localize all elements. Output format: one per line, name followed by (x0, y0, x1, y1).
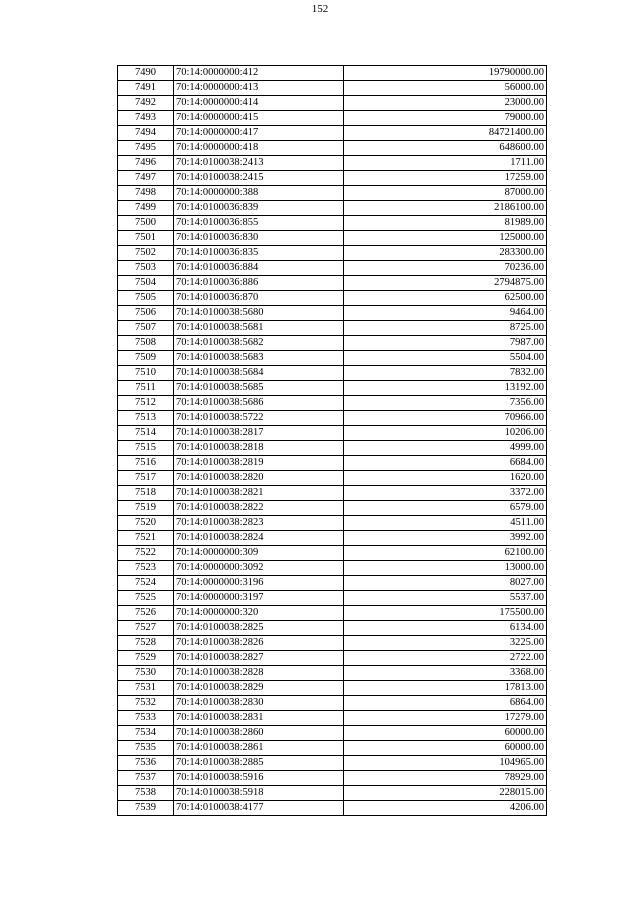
value-cell: 62500.00 (344, 291, 547, 306)
table-row (118, 291, 547, 306)
row-number-cell: 7509 (118, 351, 174, 366)
row-number-cell: 7500 (118, 216, 174, 231)
table-row (118, 186, 547, 201)
row-number-cell: 7532 (118, 696, 174, 711)
row-number-cell: 7530 (118, 666, 174, 681)
row-number-cell: 7519 (118, 501, 174, 516)
value-cell: 6579.00 (344, 501, 547, 516)
value-cell: 56000.00 (344, 81, 547, 96)
cadastral-number-cell: 70:14:0000000:412 (174, 66, 344, 81)
cadastral-number-cell: 70:14:0100038:2415 (174, 171, 344, 186)
value-cell: 1620.00 (344, 471, 547, 486)
value-cell: 228015.00 (344, 786, 547, 801)
value-cell: 17279.00 (344, 711, 547, 726)
cadastral-number-cell: 70:14:0100038:2818 (174, 441, 344, 456)
row-number-cell: 7497 (118, 171, 174, 186)
row-number-cell: 7533 (118, 711, 174, 726)
cadastral-number-cell: 70:14:0100038:5918 (174, 786, 344, 801)
cadastral-number-cell: 70:14:0100038:5685 (174, 381, 344, 396)
row-number-cell: 7534 (118, 726, 174, 741)
cadastral-number-cell: 70:14:0100038:2831 (174, 711, 344, 726)
cadastral-number-cell: 70:14:0100036:855 (174, 216, 344, 231)
value-cell: 6134.00 (344, 621, 547, 636)
row-number-cell: 7527 (118, 621, 174, 636)
table-row (118, 741, 547, 756)
value-cell: 5537.00 (344, 591, 547, 606)
table-row (118, 336, 547, 351)
table-row (118, 636, 547, 651)
table-row (118, 261, 547, 276)
value-cell: 7832.00 (344, 366, 547, 381)
cadastral-number-cell: 70:14:0100036:835 (174, 246, 344, 261)
row-number-cell: 7523 (118, 561, 174, 576)
cadastral-number-cell: 70:14:0100038:2821 (174, 486, 344, 501)
value-cell: 19790000.00 (344, 66, 547, 81)
table-row (118, 441, 547, 456)
row-number-cell: 7518 (118, 486, 174, 501)
cadastral-number-cell: 70:14:0100038:2817 (174, 426, 344, 441)
table-row (118, 591, 547, 606)
table-row (118, 231, 547, 246)
cadastral-number-cell: 70:14:0100038:5686 (174, 396, 344, 411)
row-number-cell: 7506 (118, 306, 174, 321)
row-number-cell: 7535 (118, 741, 174, 756)
cadastral-number-cell: 70:14:0000000:309 (174, 546, 344, 561)
table-row (118, 786, 547, 801)
cadastral-number-cell: 70:14:0000000:3197 (174, 591, 344, 606)
table-row (118, 621, 547, 636)
row-number-cell: 7521 (118, 531, 174, 546)
cadastral-number-cell: 70:14:0100038:2825 (174, 621, 344, 636)
row-number-cell: 7496 (118, 156, 174, 171)
value-cell: 3225.00 (344, 636, 547, 651)
cadastral-number-cell: 70:14:0100038:5916 (174, 771, 344, 786)
row-number-cell: 7537 (118, 771, 174, 786)
row-number-cell: 7494 (118, 126, 174, 141)
cadastral-number-cell: 70:14:0100038:2828 (174, 666, 344, 681)
cadastral-number-cell: 70:14:0100038:5684 (174, 366, 344, 381)
value-cell: 283300.00 (344, 246, 547, 261)
value-cell: 7356.00 (344, 396, 547, 411)
value-cell: 17259.00 (344, 171, 547, 186)
cadastral-number-cell: 70:14:0100038:2823 (174, 516, 344, 531)
cadastral-number-cell: 70:14:0100036:839 (174, 201, 344, 216)
row-number-cell: 7511 (118, 381, 174, 396)
page-number: 152 (311, 3, 329, 15)
value-cell: 23000.00 (344, 96, 547, 111)
cadastral-number-cell: 70:14:0000000:418 (174, 141, 344, 156)
table-row (118, 201, 547, 216)
value-cell: 79000.00 (344, 111, 547, 126)
value-cell: 4511.00 (344, 516, 547, 531)
cadastral-number-cell: 70:14:0000000:413 (174, 81, 344, 96)
cadastral-number-cell: 70:14:0000000:414 (174, 96, 344, 111)
table-row (118, 156, 547, 171)
cadastral-number-cell: 70:14:0100038:5681 (174, 321, 344, 336)
cadastral-number-cell: 70:14:0100038:2829 (174, 681, 344, 696)
row-number-cell: 7499 (118, 201, 174, 216)
cadastral-number-cell: 70:14:0100038:2826 (174, 636, 344, 651)
value-cell: 9464.00 (344, 306, 547, 321)
value-cell: 7987.00 (344, 336, 547, 351)
table-row (118, 96, 547, 111)
value-cell: 70236.00 (344, 261, 547, 276)
cadastral-number-cell: 70:14:0100036:886 (174, 276, 344, 291)
table-row (118, 321, 547, 336)
value-cell: 84721400.00 (344, 126, 547, 141)
row-number-cell: 7505 (118, 291, 174, 306)
row-number-cell: 7531 (118, 681, 174, 696)
row-number-cell: 7504 (118, 276, 174, 291)
table-row (118, 681, 547, 696)
cadastral-number-cell: 70:14:0000000:388 (174, 186, 344, 201)
value-cell: 17813.00 (344, 681, 547, 696)
cadastral-number-cell: 70:14:0100036:884 (174, 261, 344, 276)
table-row (118, 651, 547, 666)
value-cell: 2794875.00 (344, 276, 547, 291)
row-number-cell: 7492 (118, 96, 174, 111)
value-cell: 4999.00 (344, 441, 547, 456)
cadastral-number-cell: 70:14:0100038:2830 (174, 696, 344, 711)
cadastral-number-cell: 70:14:0000000:3092 (174, 561, 344, 576)
cadastral-number-cell: 70:14:0000000:3196 (174, 576, 344, 591)
row-number-cell: 7491 (118, 81, 174, 96)
row-number-cell: 7493 (118, 111, 174, 126)
cadastral-number-cell: 70:14:0100038:2819 (174, 456, 344, 471)
row-number-cell: 7503 (118, 261, 174, 276)
table-row (118, 81, 547, 96)
value-cell: 10206.00 (344, 426, 547, 441)
value-cell: 5504.00 (344, 351, 547, 366)
table-row (118, 351, 547, 366)
value-cell: 6864.00 (344, 696, 547, 711)
table-row (118, 111, 547, 126)
cadastral-number-cell: 70:14:0000000:415 (174, 111, 344, 126)
cadastral-number-cell: 70:14:0100038:2827 (174, 651, 344, 666)
row-number-cell: 7516 (118, 456, 174, 471)
row-number-cell: 7490 (118, 66, 174, 81)
value-cell: 3372.00 (344, 486, 547, 501)
row-number-cell: 7526 (118, 606, 174, 621)
table-row (118, 711, 547, 726)
cadastral-number-cell: 70:14:0100036:830 (174, 231, 344, 246)
value-cell: 70966.00 (344, 411, 547, 426)
value-cell: 78929.00 (344, 771, 547, 786)
row-number-cell: 7508 (118, 336, 174, 351)
table-row (118, 801, 547, 816)
value-cell: 4206.00 (344, 801, 547, 816)
table-row (118, 771, 547, 786)
row-number-cell: 7502 (118, 246, 174, 261)
row-number-cell: 7522 (118, 546, 174, 561)
value-cell: 13192.00 (344, 381, 547, 396)
cadastral-value-table (117, 65, 547, 816)
row-number-cell: 7507 (118, 321, 174, 336)
row-number-cell: 7501 (118, 231, 174, 246)
value-cell: 13000.00 (344, 561, 547, 576)
cadastral-number-cell: 70:14:0100036:870 (174, 291, 344, 306)
row-number-cell: 7539 (118, 801, 174, 816)
value-cell: 6684.00 (344, 456, 547, 471)
cadastral-number-cell: 70:14:0100038:2861 (174, 741, 344, 756)
value-cell: 8725.00 (344, 321, 547, 336)
table-row (118, 516, 547, 531)
cadastral-number-cell: 70:14:0100038:2822 (174, 501, 344, 516)
table-row (118, 666, 547, 681)
value-cell: 1711.00 (344, 156, 547, 171)
table-row (118, 141, 547, 156)
cadastral-number-cell: 70:14:0100038:2820 (174, 471, 344, 486)
table-row (118, 561, 547, 576)
row-number-cell: 7528 (118, 636, 174, 651)
table-row (118, 276, 547, 291)
table-row (118, 456, 547, 471)
cadastral-number-cell: 70:14:0100038:2413 (174, 156, 344, 171)
cadastral-number-cell: 70:14:0100038:5682 (174, 336, 344, 351)
cadastral-number-cell: 70:14:0000000:320 (174, 606, 344, 621)
table-body (118, 66, 547, 816)
value-cell: 60000.00 (344, 726, 547, 741)
row-number-cell: 7498 (118, 186, 174, 201)
cadastral-number-cell: 70:14:0100038:5722 (174, 411, 344, 426)
value-cell: 81989.00 (344, 216, 547, 231)
value-cell: 8027.00 (344, 576, 547, 591)
table-row (118, 471, 547, 486)
table-row (118, 426, 547, 441)
row-number-cell: 7495 (118, 141, 174, 156)
row-number-cell: 7536 (118, 756, 174, 771)
value-cell: 175500.00 (344, 606, 547, 621)
row-number-cell: 7538 (118, 786, 174, 801)
row-number-cell: 7524 (118, 576, 174, 591)
table-row (118, 126, 547, 141)
table-row (118, 726, 547, 741)
value-cell: 648600.00 (344, 141, 547, 156)
value-cell: 104965.00 (344, 756, 547, 771)
row-number-cell: 7529 (118, 651, 174, 666)
table-row (118, 486, 547, 501)
table-row (118, 756, 547, 771)
table-row (118, 396, 547, 411)
row-number-cell: 7525 (118, 591, 174, 606)
value-cell: 125000.00 (344, 231, 547, 246)
row-number-cell: 7517 (118, 471, 174, 486)
table-row (118, 381, 547, 396)
row-number-cell: 7515 (118, 441, 174, 456)
row-number-cell: 7514 (118, 426, 174, 441)
cadastral-number-cell: 70:14:0100038:2860 (174, 726, 344, 741)
table-row (118, 696, 547, 711)
row-number-cell: 7510 (118, 366, 174, 381)
table-row (118, 216, 547, 231)
table-row (118, 411, 547, 426)
table-row (118, 501, 547, 516)
row-number-cell: 7513 (118, 411, 174, 426)
table-row (118, 246, 547, 261)
value-cell: 62100.00 (344, 546, 547, 561)
row-number-cell: 7520 (118, 516, 174, 531)
table-row (118, 531, 547, 546)
cadastral-number-cell: 70:14:0100038:2885 (174, 756, 344, 771)
table-row (118, 66, 547, 81)
cadastral-number-cell: 70:14:0100038:5683 (174, 351, 344, 366)
value-cell: 3992.00 (344, 531, 547, 546)
table-row (118, 546, 547, 561)
table-row (118, 306, 547, 321)
table-row (118, 366, 547, 381)
value-cell: 3368.00 (344, 666, 547, 681)
value-cell: 87000.00 (344, 186, 547, 201)
value-cell: 2722.00 (344, 651, 547, 666)
cadastral-number-cell: 70:14:0000000:417 (174, 126, 344, 141)
value-cell: 60000.00 (344, 741, 547, 756)
cadastral-number-cell: 70:14:0100038:2824 (174, 531, 344, 546)
table-row (118, 171, 547, 186)
cadastral-number-cell: 70:14:0100038:4177 (174, 801, 344, 816)
table-row (118, 576, 547, 591)
value-cell: 2186100.00 (344, 201, 547, 216)
table-row (118, 606, 547, 621)
row-number-cell: 7512 (118, 396, 174, 411)
cadastral-number-cell: 70:14:0100038:5680 (174, 306, 344, 321)
